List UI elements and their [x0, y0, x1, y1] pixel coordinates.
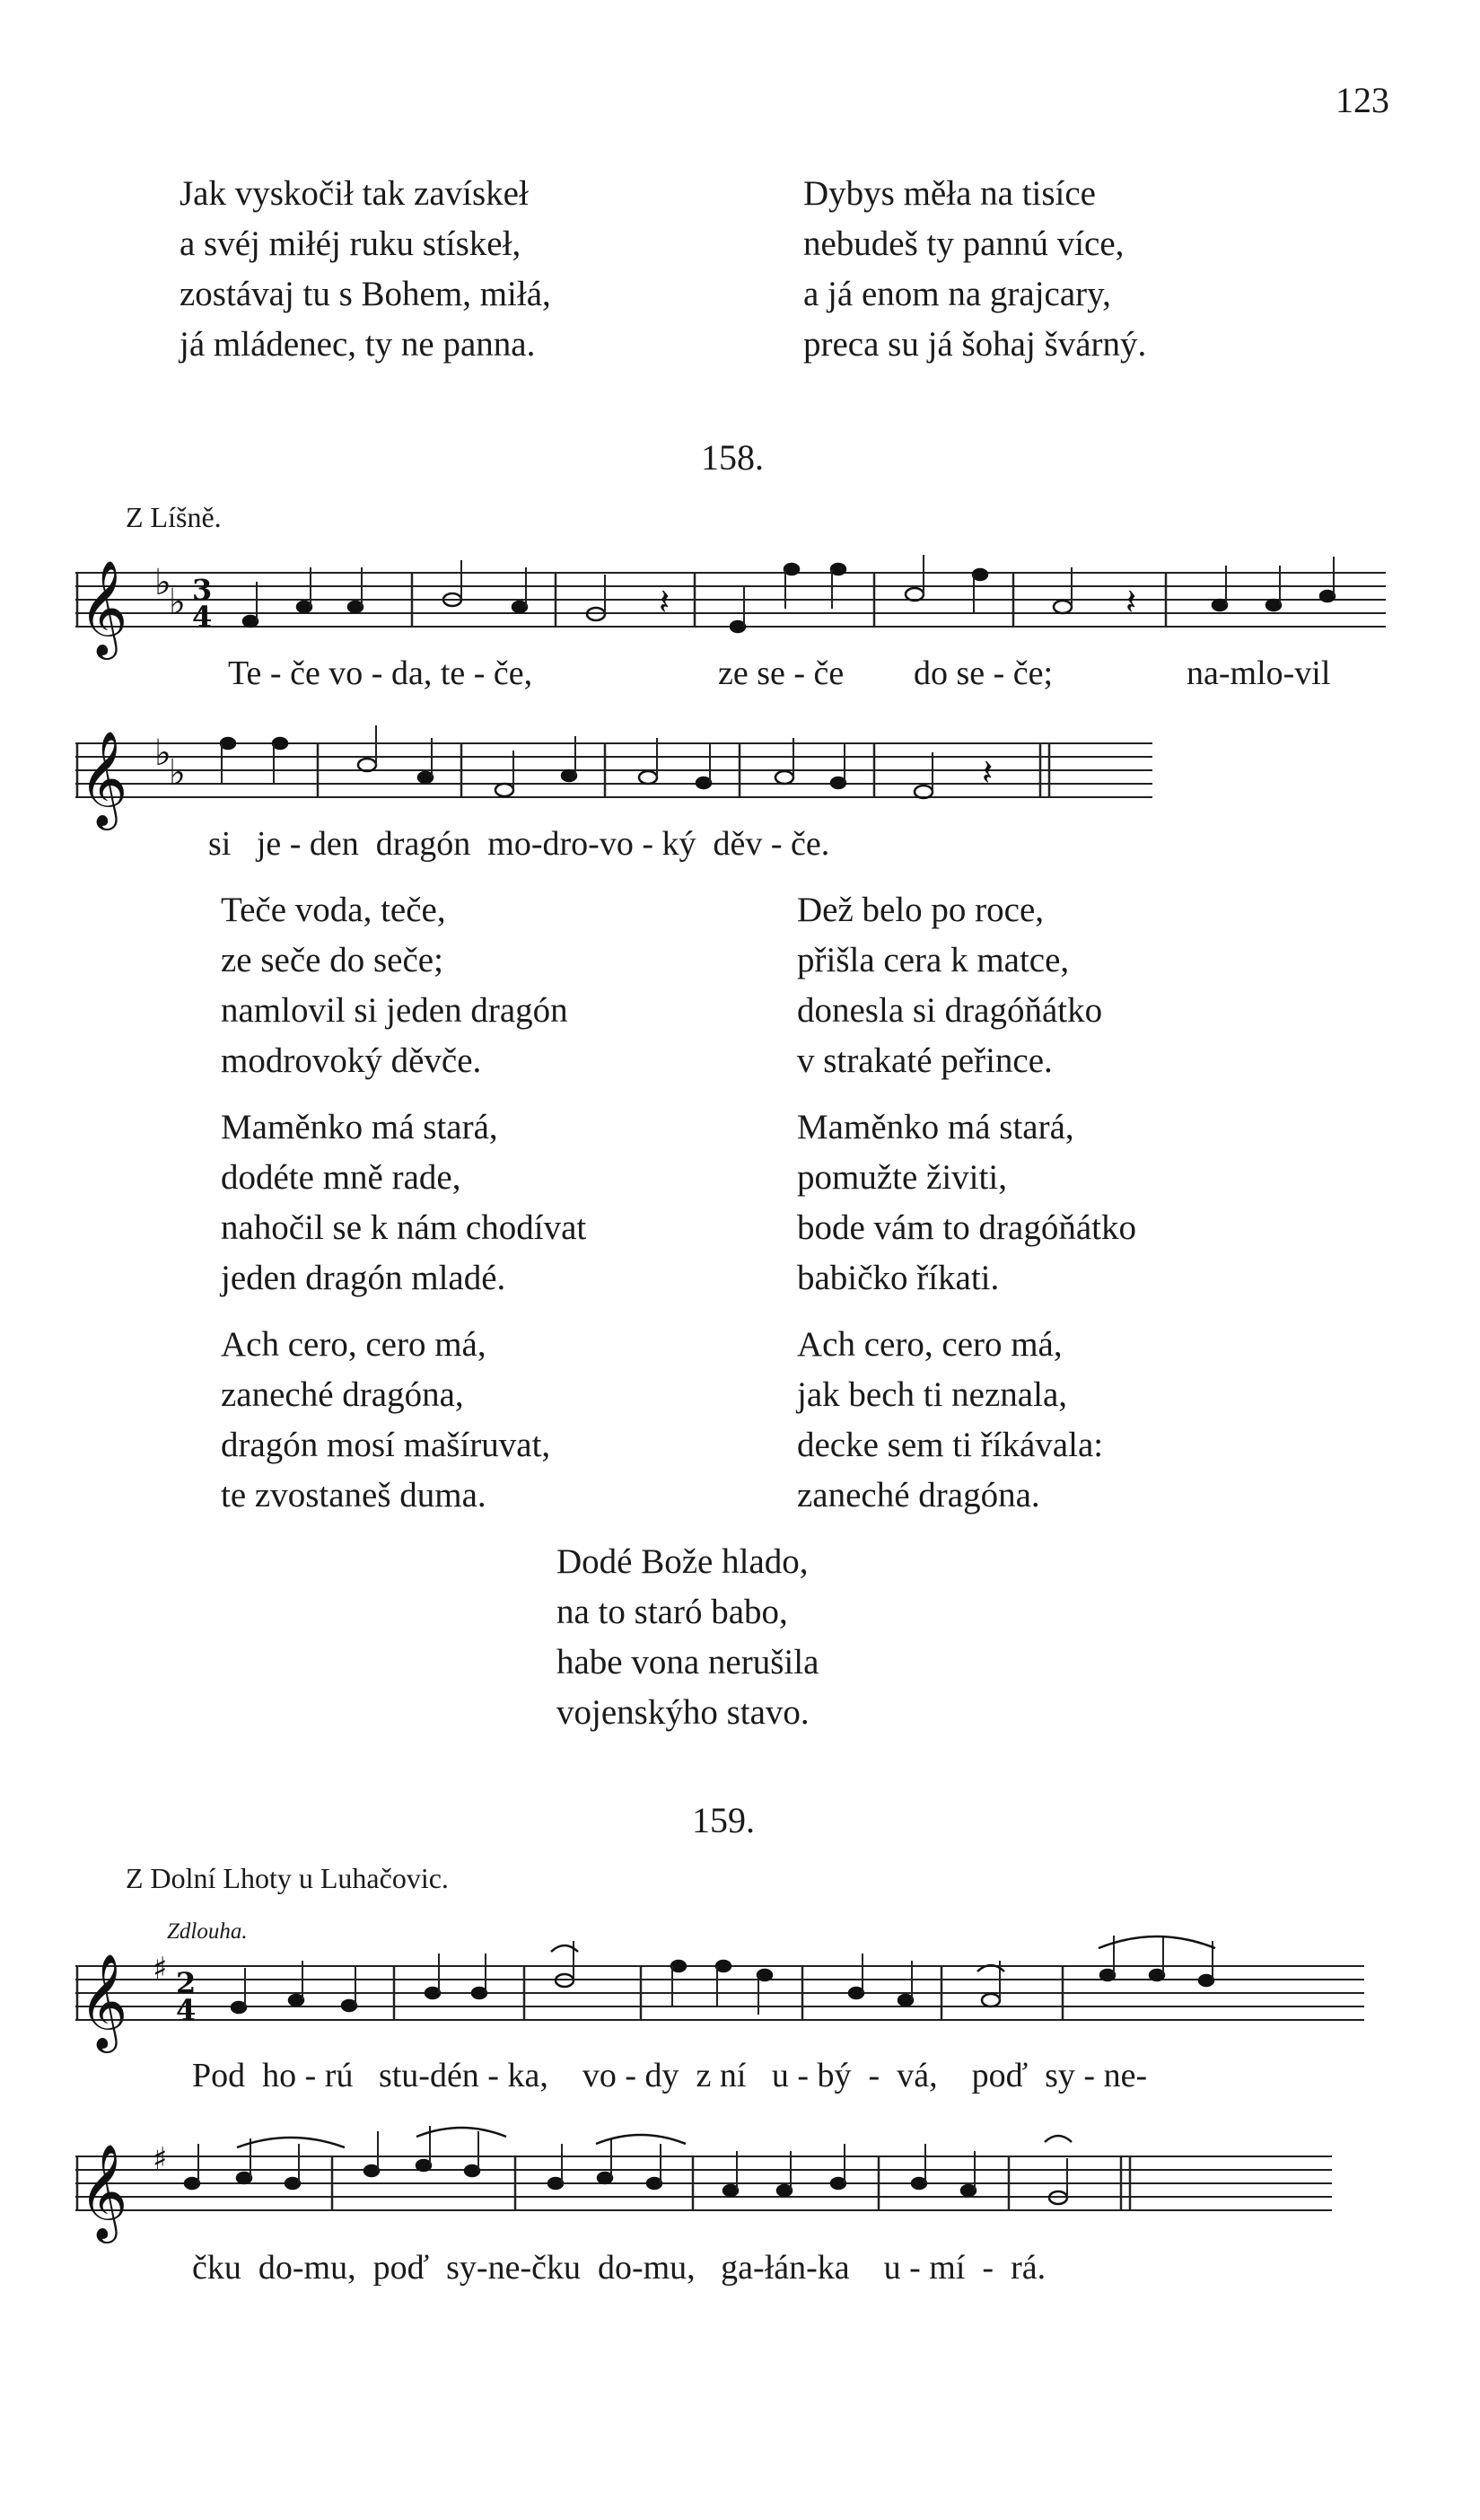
- stanza-line: babičko říkati.: [797, 1259, 1000, 1297]
- svg-text:𝄽: 𝄽: [659, 582, 670, 623]
- stanza-line: dodéte mně rade,: [221, 1158, 461, 1197]
- stanza-line: donesla si dragóňátko: [797, 991, 1103, 1030]
- stanza-line: a já enom na grajcary,: [803, 275, 1111, 313]
- stanza-158-left-3: [221, 1320, 550, 1521]
- lyrics-158-1a: Te - če vo - da, te - če,: [228, 654, 533, 692]
- time-signature-top: 2: [176, 1966, 197, 2000]
- song-number-159: 159.: [692, 1800, 755, 1840]
- stanza-line: přišla cera k matce,: [797, 941, 1070, 979]
- stanza-line: Dybys měła na tisíce: [803, 174, 1096, 213]
- treble-clef-icon: 𝄞: [79, 559, 128, 655]
- treble-clef-icon: 𝄞: [79, 1953, 128, 2049]
- stanza-158-right-2: [797, 1102, 1136, 1304]
- stanza-line: zaneché dragóna,: [221, 1375, 464, 1414]
- stanza-line: habe vona nerušila: [556, 1643, 819, 1681]
- time-signature-bottom: 4: [176, 1993, 197, 2027]
- treble-clef-icon: 𝄞: [79, 730, 128, 826]
- stanza-line: vojenskýho stavo.: [556, 1693, 810, 1732]
- intro-stanza-right: [803, 169, 1146, 370]
- stanza-line: Teče voda, teče,: [221, 891, 446, 929]
- music-staff-158-2: [75, 725, 1152, 833]
- stanza-158-right-1: [797, 885, 1102, 1086]
- flat-icon: ♭: [169, 752, 186, 794]
- stanza-line: a svéj miłéj ruku stískeł,: [180, 224, 521, 263]
- stanza-line: Maměnko má stará,: [221, 1108, 498, 1146]
- lyrics-159-1: Pod ho - rú stu-dén - ka, vo - dy z ní u - bý - vá, poď sy - ne-: [192, 2057, 1148, 2094]
- notes: [243, 555, 1335, 632]
- lyrics-158-2: si je - den dragón mo-dro-vo - ký děv - če.: [208, 825, 830, 863]
- music-staff-159-2: [75, 2138, 1332, 2246]
- song-origin-159: Z Dolní Lhoty u Luhačovic.: [126, 1862, 449, 1894]
- song-origin-158: Z Líšně.: [126, 501, 222, 533]
- song-number-158: 158.: [701, 437, 764, 478]
- time-signature-bottom: 4: [192, 600, 213, 634]
- stanza-line: jeden dragón mladé.: [221, 1259, 506, 1297]
- stanza-158-left-2: [221, 1102, 586, 1304]
- tempo-marking: Zdlouha.: [167, 1919, 248, 1944]
- svg-text:𝄽: 𝄽: [982, 752, 994, 794]
- staff-lines: [75, 2156, 1332, 2210]
- stanza-line: Jak vyskočił tak zavískeł: [180, 174, 529, 213]
- lyrics-159-2: čku do-mu, poď sy-ne-čku do-mu, ga-łán-ka u - mí - rá.: [192, 2249, 1047, 2287]
- sharp-icon: ♯: [153, 1951, 168, 1987]
- intro-stanza-left: [180, 169, 551, 370]
- lyrics-158-1d: na-mlo-vil: [1187, 654, 1331, 692]
- music-staff-158-1: [75, 555, 1386, 663]
- music-staff-159-1: [75, 1948, 1364, 2056]
- stanza-line: ze seče do seče;: [221, 941, 443, 979]
- stanza-line: na to staró babo,: [556, 1593, 788, 1631]
- stanza-line: zaneché dragóna.: [797, 1476, 1040, 1515]
- stanza-158-center: [556, 1537, 819, 1738]
- stanza-line: nebudeš ty pannú více,: [803, 224, 1125, 263]
- stanza-line: v strakaté peřince.: [797, 1041, 1053, 1080]
- staff-lines: [75, 573, 1386, 627]
- stanza-line: bode vám to dragóňátko: [797, 1208, 1136, 1247]
- stanza-line: Dodé Bože hlado,: [556, 1542, 809, 1581]
- sharp-icon: ♯: [153, 2141, 168, 2177]
- stanza-line: já mládenec, ty ne panna.: [180, 325, 536, 364]
- lyrics-158-1b: ze se - če: [718, 654, 845, 692]
- time-signature-top: 3: [192, 573, 213, 607]
- page-number: 123: [1336, 80, 1389, 120]
- stanza-line: modrovoký děvče.: [221, 1041, 482, 1080]
- stanza-line: jak bech ti neznala,: [797, 1375, 1068, 1414]
- stanza-line: pomužte živiti,: [797, 1158, 1007, 1197]
- stanza-line: Ach cero, cero má,: [221, 1325, 486, 1364]
- stanza-158-left-1: [221, 885, 568, 1086]
- flat-icon: ♭: [154, 733, 171, 774]
- staff-lines: [75, 1966, 1364, 2020]
- stanza-line: zostávaj tu s Bohem, miłá,: [180, 275, 551, 313]
- stanza-line: nahočil se k nám chodívat: [221, 1208, 587, 1247]
- stanza-line: decke sem ti říkávala:: [797, 1426, 1104, 1464]
- stanza-line: Ach cero, cero má,: [797, 1325, 1063, 1364]
- stanza-line: dragón mosí mašíruvat,: [221, 1426, 551, 1464]
- svg-text:𝄽: 𝄽: [1125, 582, 1137, 623]
- stanza-line: namlovil si jeden dragón: [221, 991, 568, 1030]
- stanza-158-right-3: [797, 1320, 1103, 1521]
- flat-icon: ♭: [154, 562, 171, 603]
- lyrics-158-1c: do se - če;: [914, 654, 1054, 692]
- stanza-line: Maměnko má stará,: [797, 1108, 1074, 1146]
- stanza-line: preca su já šohaj švárný.: [803, 325, 1147, 364]
- stanza-line: te zvostaneš duma.: [221, 1476, 486, 1515]
- stanza-line: Dež belo po roce,: [797, 891, 1045, 929]
- notes: [221, 725, 1049, 798]
- flat-icon: ♭: [169, 582, 186, 623]
- treble-clef-icon: 𝄞: [79, 2143, 128, 2239]
